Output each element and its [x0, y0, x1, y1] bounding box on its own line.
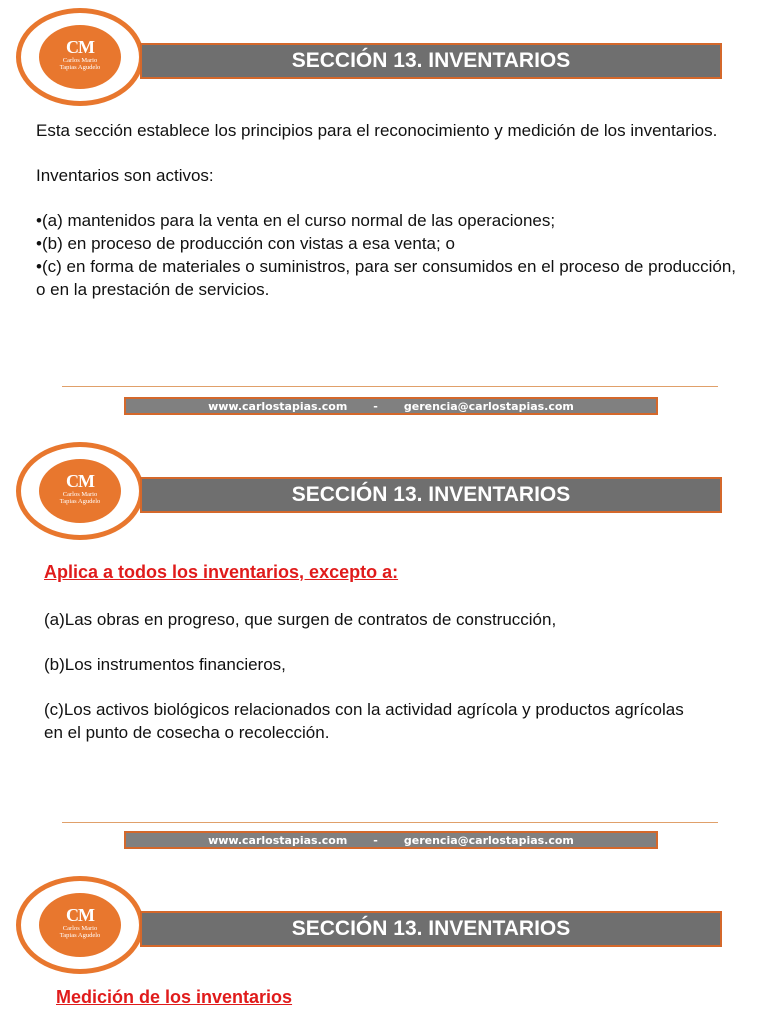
- definition-paragraph: Inventarios son activos:: [36, 166, 214, 185]
- footer-separator: -: [373, 399, 378, 413]
- logo-monogram: CM: [66, 471, 94, 491]
- slide-body: [36, 119, 736, 301]
- logo-name-line1: Carlos Mario: [62, 57, 98, 64]
- footer-bar: [124, 397, 658, 415]
- logo-monogram: CM: [66, 905, 94, 925]
- footer-email: gerencia@carlostapias.com: [403, 833, 574, 847]
- footer-email: gerencia@carlostapias.com: [403, 399, 574, 413]
- logo-name-line2: Tapias Agudelo: [59, 498, 101, 505]
- list-item-c: (c)Los activos biológicos relacionados con la actividad agrícola y productos agrícolas en el punto de cosecha o recolección.: [44, 700, 684, 742]
- logo-name-line1: Carlos Mario: [62, 925, 98, 932]
- logo: [16, 8, 144, 106]
- logo-name-line2: Tapias Agudelo: [59, 932, 101, 939]
- slide-title: SECCIÓN 13. INVENTARIOS: [140, 911, 722, 947]
- footer-website: www.carlostapias.com: [208, 833, 348, 847]
- section-heading: Medición de los inventarios: [56, 987, 293, 1007]
- section-heading: Aplica a todos los inventarios, excepto a:: [44, 562, 399, 582]
- logo: [16, 876, 144, 974]
- logo-badge: [39, 459, 121, 523]
- logo-name-line2: Tapias Agudelo: [59, 64, 101, 71]
- logo-monogram: CM: [66, 37, 94, 57]
- footer-website: www.carlostapias.com: [208, 399, 348, 413]
- slide-body: [44, 608, 694, 744]
- logo: [16, 442, 144, 540]
- divider: [62, 386, 718, 387]
- list-item-b: •(b) en proceso de producción con vistas a esa venta; o: [36, 234, 455, 253]
- list-item-c: •(c) en forma de materiales o suministros, para ser consumidos en el proceso de producción, o en la prestación de servicios.: [36, 257, 736, 299]
- list-item-a: •(a) mantenidos para la venta en el curso normal de las operaciones;: [36, 211, 556, 230]
- divider: [62, 822, 718, 823]
- logo-badge: [39, 25, 121, 89]
- slide-title: SECCIÓN 13. INVENTARIOS: [140, 43, 722, 79]
- logo-badge: [39, 893, 121, 957]
- list-item-b: (b)Los instrumentos financieros,: [44, 655, 286, 674]
- footer-separator: -: [373, 833, 378, 847]
- intro-paragraph: Esta sección establece los principios para el reconocimiento y medición de los inventarios.: [36, 121, 718, 140]
- logo-name-line1: Carlos Mario: [62, 491, 98, 498]
- footer-bar: [124, 831, 658, 849]
- slide-title: SECCIÓN 13. INVENTARIOS: [140, 477, 722, 513]
- list-item-a: (a)Las obras en progreso, que surgen de contratos de construcción,: [44, 610, 557, 629]
